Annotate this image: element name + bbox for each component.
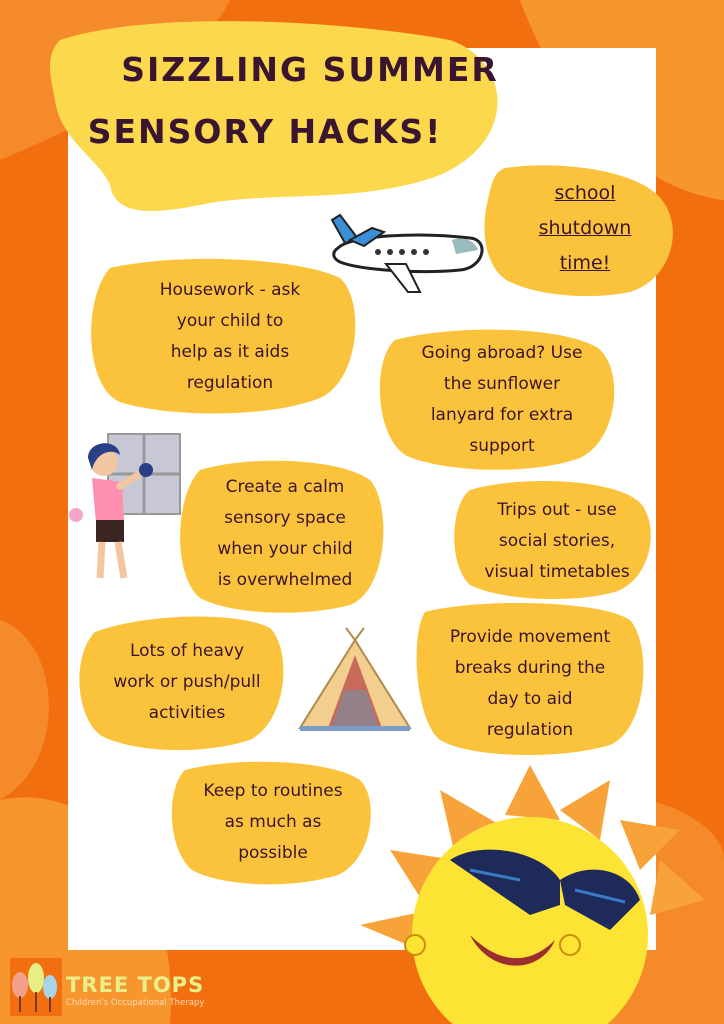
title-line-2: SENSORY HACKS! [87, 112, 443, 151]
tip-line: Lots of heavy [129, 641, 245, 661]
tip-line: as much as [224, 812, 322, 832]
tip-line: visual timetables [484, 562, 630, 582]
tip-line: when your child [217, 539, 353, 559]
tip-line: is overwhelmed [217, 570, 353, 590]
tip-line: Housework - ask [159, 280, 301, 300]
tip-line: Create a calm [225, 477, 345, 497]
tip-abroad [392, 338, 612, 462]
school-line-2: shutdown [538, 217, 632, 239]
tip-line: social stories, [498, 531, 616, 551]
tip-line: your child to [176, 311, 284, 331]
tip-heavy-work [92, 636, 282, 729]
tip-line: Provide movement [449, 627, 611, 647]
tree-tops-logo-icon [10, 958, 62, 1016]
tip-line: Keep to routines [203, 781, 343, 801]
tip-line: day to aid [487, 689, 573, 709]
tip-line: the sunflower [443, 374, 561, 394]
tip-line: activities [148, 703, 226, 723]
tip-line: Going abroad? Use [421, 343, 583, 363]
tip-movement-breaks [425, 622, 635, 746]
tip-line: breaks during the [454, 658, 606, 678]
logo-name: TREE TOPS [66, 973, 205, 997]
tip-line: lanyard for extra [430, 405, 574, 425]
tip-line: Trips out - use [497, 500, 617, 520]
tip-housework [115, 275, 345, 399]
school-shutdown-text [515, 176, 655, 281]
tip-line: sensory space [224, 508, 346, 528]
school-line-3: time! [559, 252, 611, 274]
tip-line: support [469, 436, 535, 456]
tip-line: work or push/pull [113, 672, 261, 692]
tip-routines [178, 776, 368, 869]
tip-trips-out [462, 495, 652, 588]
tip-calm-space [190, 472, 380, 596]
tip-line: help as it aids [170, 342, 290, 362]
tip-line: possible [238, 843, 308, 863]
tip-line: regulation [486, 720, 574, 740]
school-line-1: school [554, 182, 616, 204]
title-line-1: SIZZLING SUMMER [121, 50, 499, 89]
logo-tagline: Children's Occupational Therapy [66, 998, 205, 1008]
tip-line: regulation [186, 373, 274, 393]
